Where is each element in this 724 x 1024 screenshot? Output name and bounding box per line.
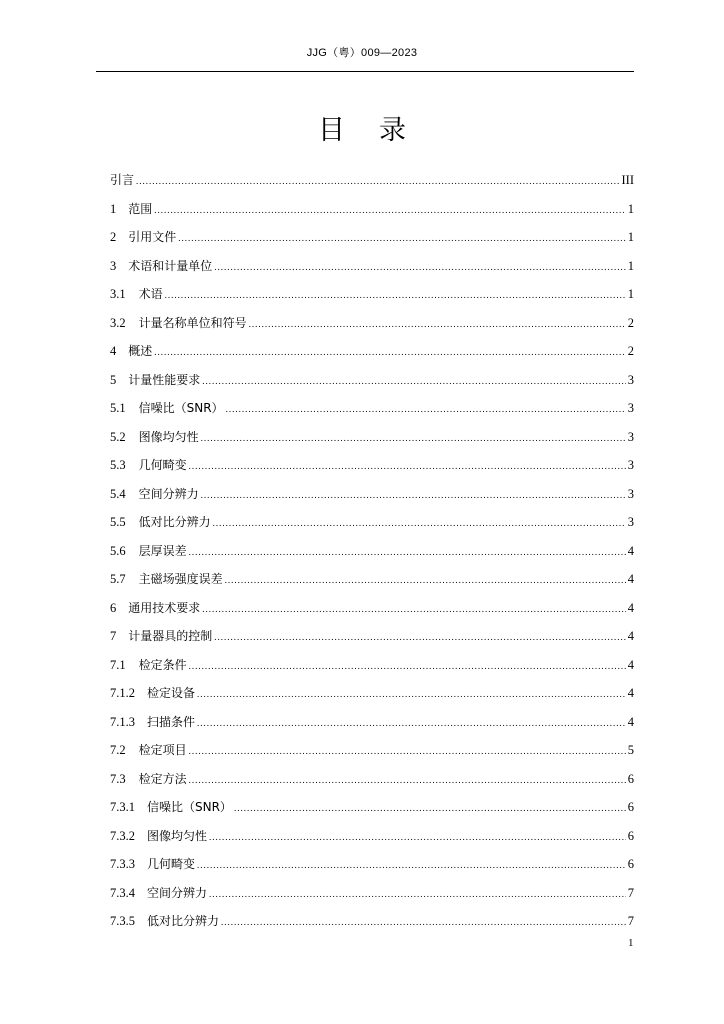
toc-leader-dots [197,851,626,880]
toc-entry-label: 图像均匀性 [138,429,199,444]
toc-entry-label: 术语 [138,287,163,301]
toc-entry[interactable] [110,822,634,851]
toc-entry[interactable] [110,907,634,936]
toc-entry-label: 扫描条件 [147,714,196,729]
toc-entry-page: 2 [627,344,634,358]
toc-entry-page: 1 [627,201,634,216]
toc-entry[interactable] [110,879,634,908]
toc-entry-label: 空间分辨力 [147,885,208,900]
page-title: 目录 [318,115,440,146]
toc-entry-label: 范围 [128,201,153,216]
toc-leader-dots [201,481,626,510]
toc-entry-label: 信噪比（SNR） [147,800,232,814]
toc-entry[interactable] [110,195,634,224]
toc-entry-number: 7.2 [110,743,126,757]
table-of-contents [110,166,634,936]
toc-entry-label: 检定条件 [138,657,187,672]
toc-entry[interactable] [110,309,634,338]
toc-entry-page: 3 [627,486,634,501]
toc-entry[interactable] [110,508,634,537]
toc-entry-label: 计量名称单位和符号 [138,315,247,330]
toc-entry[interactable] [110,651,634,680]
toc-leader-dots [165,281,626,310]
toc-entry[interactable] [110,451,634,480]
toc-leader-dots [234,794,626,823]
toc-entry-page: 4 [627,686,634,700]
toc-entry-page: 6 [627,857,634,871]
toc-entry-label: 引用文件 [128,230,177,244]
toc-entry-label: 空间分辨力 [138,486,199,501]
toc-entry-number: 5.1 [110,401,126,415]
toc-entry-page: 1 [627,230,634,244]
toc-entry-page: 3 [627,429,634,444]
toc-leader-dots [189,538,626,567]
toc-leader-dots [189,737,626,766]
toc-entry-page: 4 [627,572,634,586]
toc-leader-dots [209,823,626,852]
toc-leader-dots [226,395,626,424]
toc-leader-dots [221,908,626,937]
toc-entry-number: 1 [110,201,117,216]
toc-entry-number: 5.3 [110,458,126,472]
toc-entry-page: 2 [627,315,634,330]
toc-entry[interactable] [110,166,634,195]
toc-leader-dots [201,424,626,453]
toc-entry-label: 几何畸变 [147,857,196,871]
toc-entry-number: 7.1.3 [110,714,135,729]
toc-entry-page: 3 [627,401,634,415]
toc-entry-number: 7.3.5 [110,914,135,928]
toc-entry[interactable] [110,423,634,452]
toc-leader-dots [154,338,625,367]
toc-entry[interactable] [110,622,634,651]
toc-entry[interactable] [110,537,634,566]
toc-entry-page: 3 [627,458,634,472]
toc-entry-label: 检定设备 [147,686,196,700]
toc-entry-label: 检定项目 [138,743,187,757]
toc-entry-label: 几何畸变 [138,458,187,472]
toc-entry-number: 7.3.1 [110,800,135,814]
toc-leader-dots [136,167,619,196]
toc-entry-page: 4 [627,543,634,558]
document-code-header: JJG（粤）009—2023 [306,47,418,59]
toc-leader-dots [249,310,626,339]
toc-entry-number: 3.2 [110,315,126,330]
toc-entry-number: 5.7 [110,572,126,586]
toc-entry-number: 5.5 [110,515,126,529]
toc-leader-dots [214,623,625,652]
toc-leader-dots [189,652,626,681]
toc-entry-number: 5.4 [110,486,126,501]
toc-entry-label: 信噪比（SNR） [138,401,224,415]
page-number: 1 [628,937,634,949]
toc-entry[interactable] [110,223,634,252]
toc-entry-label: 主磁场强度误差 [138,572,223,586]
toc-entry[interactable] [110,480,634,509]
toc-entry-page: III [621,173,634,187]
toc-entry[interactable] [110,793,634,822]
toc-entry-page: 3 [627,372,634,387]
toc-leader-dots [209,880,626,909]
toc-leader-dots [197,709,626,738]
toc-entry-number: 5 [110,372,117,387]
toc-entry[interactable] [110,850,634,879]
toc-entry-number: 3 [110,258,117,273]
toc-leader-dots [225,566,626,595]
toc-entry-label: 通用技术要求 [128,600,201,615]
toc-entry-label: 检定方法 [138,771,187,786]
toc-entry-label: 引言 [110,173,135,187]
toc-entry-page: 6 [627,800,634,814]
toc-entry-number: 4 [110,344,117,358]
toc-entry-page: 6 [627,828,634,843]
toc-entry-label: 低对比分辨力 [138,515,211,529]
toc-entry-page: 1 [627,258,634,273]
toc-entry-label: 术语和计量单位 [128,258,213,273]
toc-entry-number: 7.3.3 [110,857,135,871]
toc-entry-number: 6 [110,600,117,615]
header-divider [96,71,634,72]
toc-entry-page: 7 [627,914,634,928]
toc-entry-page: 4 [627,657,634,672]
toc-entry-number: 5.6 [110,543,126,558]
toc-leader-dots [202,595,625,624]
toc-entry[interactable] [110,394,634,423]
toc-entry-page: 7 [627,885,634,900]
toc-entry-label: 层厚误差 [138,543,187,558]
toc-entry-number: 2 [110,230,117,244]
toc-entry-label: 概述 [128,344,153,358]
toc-entry[interactable] [110,708,634,737]
toc-entry-label: 计量性能要求 [128,372,201,387]
toc-entry-number: 7.1 [110,657,126,672]
toc-entry-number: 5.2 [110,429,126,444]
toc-entry[interactable] [110,252,634,281]
toc-entry-page: 1 [627,287,634,301]
toc-entry-number: 7 [110,629,117,643]
toc-entry-number: 7.3.2 [110,828,135,843]
toc-entry[interactable] [110,679,634,708]
toc-leader-dots [189,766,626,795]
toc-entry-page: 4 [627,600,634,615]
toc-entry[interactable] [110,337,634,366]
toc-entry[interactable] [110,594,634,623]
toc-entry[interactable] [110,736,634,765]
toc-entry-label: 计量器具的控制 [128,629,213,643]
toc-entry-number: 7.3.4 [110,885,135,900]
toc-leader-dots [178,224,625,253]
toc-entry-number: 3.1 [110,287,126,301]
toc-entry[interactable] [110,565,634,594]
toc-leader-dots [202,367,625,396]
toc-entry[interactable] [110,280,634,309]
toc-entry-page: 4 [627,629,634,643]
toc-entry[interactable] [110,366,634,395]
toc-entry-number: 7.3 [110,771,126,786]
toc-entry-page: 3 [627,515,634,529]
toc-entry-label: 低对比分辨力 [147,914,220,928]
toc-entry-page: 4 [627,714,634,729]
toc-entry-page: 6 [627,771,634,786]
toc-leader-dots [214,253,625,282]
toc-entry[interactable] [110,765,634,794]
toc-entry-page: 5 [627,743,634,757]
toc-leader-dots [154,196,625,225]
toc-leader-dots [197,680,626,709]
toc-entry-number: 7.1.2 [110,686,135,700]
toc-leader-dots [189,452,626,481]
toc-entry-label: 图像均匀性 [147,828,208,843]
toc-leader-dots [213,509,626,538]
